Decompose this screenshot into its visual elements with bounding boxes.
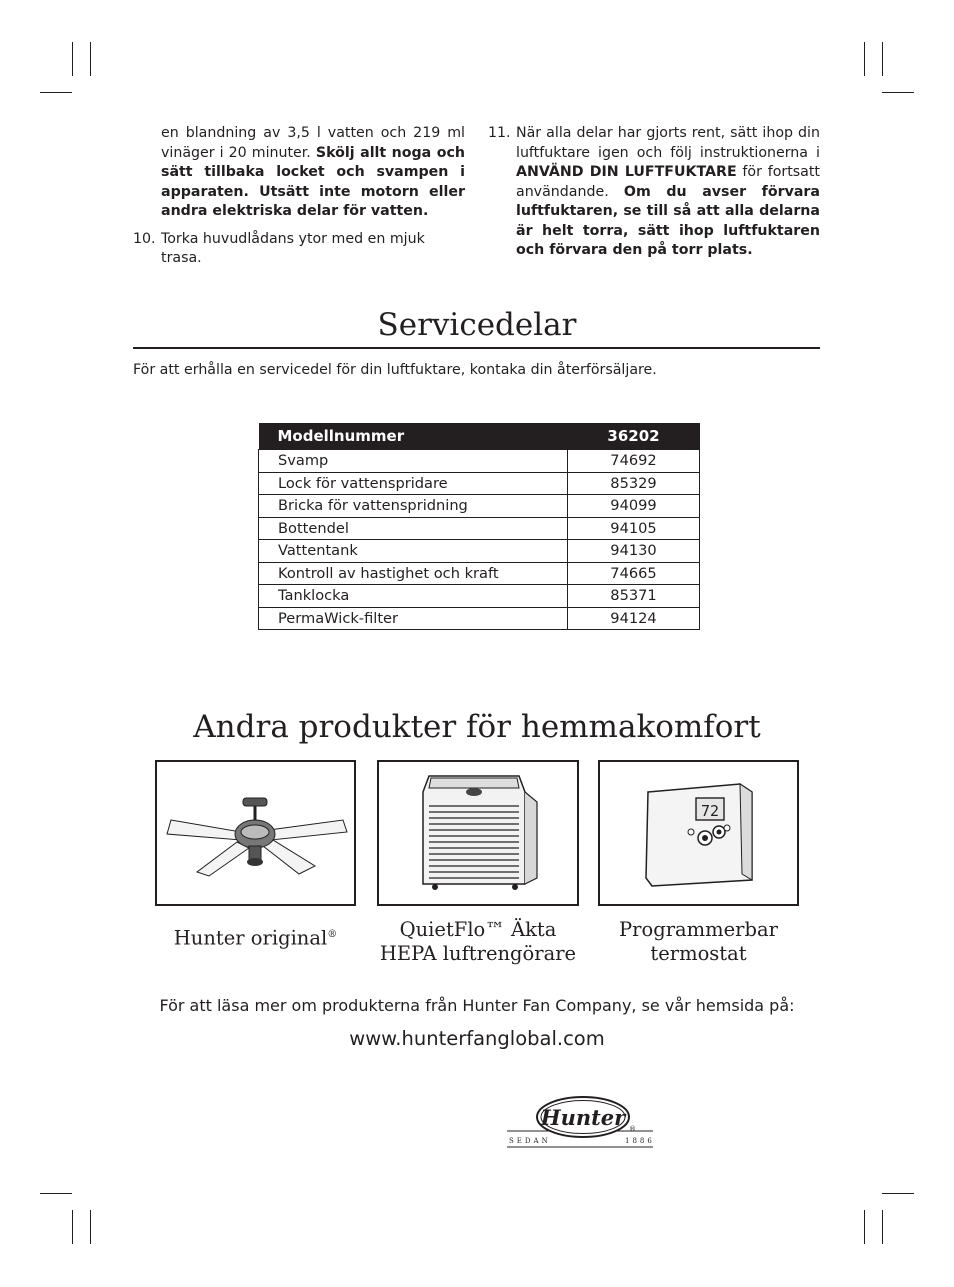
logo-left-text: SEDAN	[509, 1137, 551, 1145]
table-row	[259, 607, 700, 630]
part-name: Vattentank	[259, 540, 568, 563]
air-purifier-illustration	[379, 762, 577, 904]
thermostat-display: 72	[700, 802, 720, 820]
registered-mark: ®	[327, 929, 338, 940]
service-title: Servicedelar	[377, 307, 577, 343]
step-10-text: Torka huvudlådans ytor med en mjuk trasa.	[161, 230, 425, 266]
purifier-image-box	[377, 760, 579, 906]
fan-caption	[155, 923, 356, 951]
step-11	[488, 124, 820, 261]
logo-mark: ®	[629, 1125, 636, 1133]
crop-mark	[882, 42, 883, 76]
part-code: 94099	[568, 495, 700, 518]
table-row	[259, 450, 700, 473]
step-11-bold-a: ANVÄND DIN LUFTFUKTARE	[516, 164, 737, 180]
logo-right-text: 1886	[625, 1137, 653, 1145]
step-11-number: 11.	[488, 125, 511, 141]
purifier-caption-line2: HEPA luftrengörare	[379, 942, 577, 965]
step-9-continuation	[161, 124, 465, 222]
table-row	[259, 585, 700, 608]
logo-brand: Hunter	[540, 1105, 626, 1130]
table-row	[259, 495, 700, 518]
fan-caption-text: Hunter original	[173, 926, 328, 950]
left-column	[133, 124, 465, 269]
crop-mark	[882, 92, 914, 93]
crop-mark	[864, 42, 865, 76]
header-label: Modellnummer	[259, 423, 568, 450]
crop-mark	[40, 92, 72, 93]
part-name: Bottendel	[259, 517, 568, 540]
ceiling-fan-illustration	[157, 762, 354, 904]
crop-mark	[864, 1210, 865, 1244]
crop-mark	[882, 1193, 914, 1194]
step-11-text-b: för fortsatt användande.	[516, 164, 820, 200]
step-11-bold-b: Om du avser förvara luftfuktaren, se till så att alla delarna är helt torra, sätt ihop luftfuktaren och förvara den på torr plats.	[516, 183, 820, 258]
table-row	[259, 540, 700, 563]
crop-mark	[72, 1210, 73, 1244]
parts-table-header	[259, 423, 700, 450]
part-code: 85371	[568, 585, 700, 608]
part-code: 74692	[568, 450, 700, 473]
thermostat-illustration	[600, 762, 797, 904]
part-name: PermaWick-filter	[259, 607, 568, 630]
crop-mark	[90, 42, 91, 76]
table-row	[259, 562, 700, 585]
fan-image-box	[155, 760, 356, 906]
crop-mark	[90, 1210, 91, 1244]
thermostat-caption-line1: Programmerbar	[619, 918, 778, 941]
table-row	[259, 517, 700, 540]
website-link[interactable]: www.hunterfanglobal.com	[349, 1027, 605, 1050]
purifier-caption	[367, 918, 589, 966]
right-column	[488, 124, 820, 261]
part-name: Svamp	[259, 450, 568, 473]
part-code: 74665	[568, 562, 700, 585]
table-row	[259, 472, 700, 495]
part-code: 94105	[568, 517, 700, 540]
part-code: 94130	[568, 540, 700, 563]
crop-mark	[40, 1193, 72, 1194]
crop-mark	[72, 42, 73, 76]
title-rule	[133, 347, 820, 349]
thermostat-caption	[588, 918, 809, 966]
step-9-warning: Skölj allt noga och sätt tillbaka locket och svampen i apparaten. Utsätt inte motorn eller andra elektriska delar för vatten.	[161, 144, 465, 219]
products-title: Andra produkter för hemmakomfort	[193, 709, 761, 745]
parts-table	[258, 423, 700, 630]
part-code: 94124	[568, 607, 700, 630]
part-name: Lock för vattenspridare	[259, 472, 568, 495]
header-model: 36202	[568, 423, 700, 450]
step-9-text: en blandning av 3,5 l vatten och 219 ml vinäger i 20 minuter.	[161, 125, 465, 161]
crop-mark	[882, 1210, 883, 1244]
thermostat-image-box	[598, 760, 799, 906]
more-info-text: För att läsa mer om produkterna från Hunter Fan Company, se vår hemsida på:	[159, 996, 795, 1015]
step-11-text-a: När alla delar har gjorts rent, sätt ihop din luftfuktare igen och följ instruktionerna i	[516, 125, 820, 161]
part-name: Bricka för vattenspridning	[259, 495, 568, 518]
service-intro: För att erhålla en servicedel för din luftfuktare, kontaka din återförsäljare.	[133, 362, 657, 378]
hunter-logo	[507, 1095, 653, 1151]
part-code: 85329	[568, 472, 700, 495]
step-10-number: 10.	[133, 230, 156, 247]
part-name: Kontroll av hastighet och kraft	[259, 562, 568, 585]
part-name: Tanklocka	[259, 585, 568, 608]
purifier-caption-line1: QuietFlo™ Äkta	[399, 918, 557, 941]
thermostat-caption-line2: termostat	[650, 942, 747, 965]
step-10	[133, 230, 465, 269]
